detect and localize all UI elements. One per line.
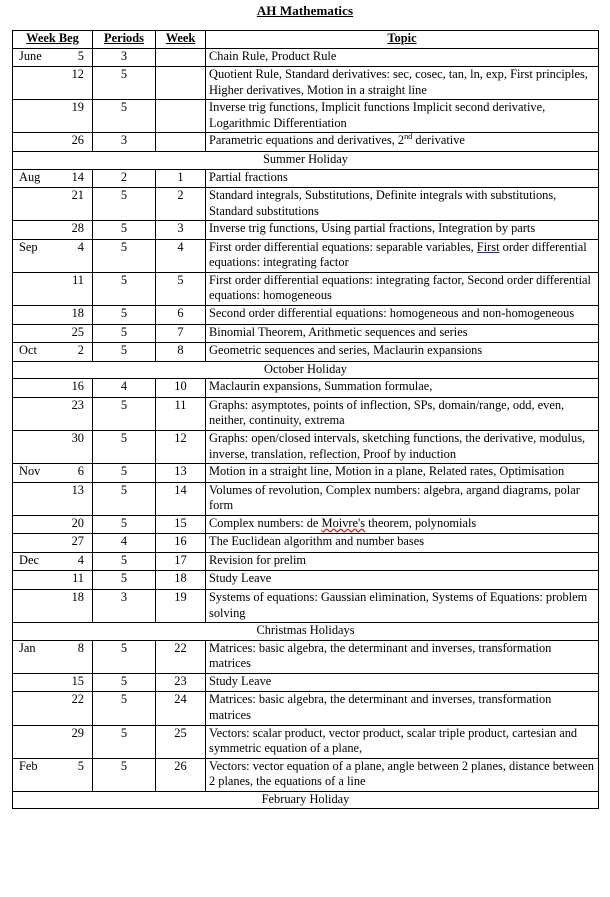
cell-periods: 3: [93, 48, 156, 67]
cell-periods: 5: [93, 515, 156, 534]
cell-week-beg: [13, 482, 93, 515]
cell-topic: Second order differential equations: homogeneous and non-homogeneous: [206, 306, 599, 325]
table-row: [13, 306, 599, 325]
cell-week-beg: [13, 515, 93, 534]
week-beg-inner: [16, 590, 89, 607]
cell-periods: 5: [93, 552, 156, 571]
table-row: [13, 397, 599, 430]
cell-week-number: 18: [156, 571, 206, 590]
cell-week-beg: [13, 169, 93, 188]
holiday-row: [13, 151, 599, 169]
cell-week-number: 16: [156, 534, 206, 553]
week-beg-day: 23: [71, 397, 84, 412]
cell-week-beg: [13, 552, 93, 571]
cell-week-number: 25: [156, 725, 206, 758]
cell-periods: 5: [93, 100, 156, 133]
week-beg-inner: [16, 516, 89, 533]
cell-week-beg: [13, 306, 93, 325]
cell-week-beg: [13, 397, 93, 430]
week-beg-inner: [16, 240, 89, 257]
week-beg-day: 6: [77, 464, 84, 479]
cell-topic: Partial fractions: [206, 169, 599, 188]
week-beg-inner: [16, 398, 89, 415]
cell-topic: Standard integrals, Substitutions, Definite integrals with substitutions, Standard substitutions: [206, 188, 599, 221]
table-row: [13, 464, 599, 483]
cell-week-number: 17: [156, 552, 206, 571]
cell-topic: Graphs: open/closed intervals, sketching functions, the derivative, modulus, inverse, translation, reflection, Proof by induction: [206, 430, 599, 463]
week-beg-inner: [16, 692, 89, 709]
cell-week-beg: [13, 692, 93, 725]
table-row: [13, 758, 599, 791]
table-row: [13, 430, 599, 463]
week-beg-day: 16: [71, 379, 84, 394]
table-row: [13, 590, 599, 623]
table-row: [13, 133, 599, 152]
week-beg-month: June: [19, 48, 42, 63]
cell-periods: 5: [93, 306, 156, 325]
cell-week-beg: [13, 324, 93, 343]
cell-week-number: 19: [156, 590, 206, 623]
holiday-row: [13, 791, 599, 809]
week-beg-month: Aug: [19, 169, 41, 184]
cell-periods: 5: [93, 673, 156, 692]
cell-topic: Graphs: asymptotes, points of inflection, SPs, domain/range, odd, even, neither, continuity, extrema: [206, 397, 599, 430]
week-beg-inner: [16, 100, 89, 117]
week-beg-inner: [16, 641, 89, 658]
cell-week-beg: [13, 188, 93, 221]
cell-week-beg: [13, 673, 93, 692]
week-beg-day: 14: [71, 169, 84, 184]
week-beg-inner: [16, 431, 89, 448]
holiday-row: [13, 623, 599, 641]
table-row: [13, 534, 599, 553]
week-beg-inner: [16, 343, 89, 360]
cell-periods: 5: [93, 239, 156, 272]
cell-week-number: 10: [156, 379, 206, 398]
week-beg-day: 20: [71, 515, 84, 530]
cell-week-beg: [13, 725, 93, 758]
cell-week-beg: [13, 100, 93, 133]
cell-periods: 5: [93, 188, 156, 221]
cell-topic: Vectors: scalar product, vector product, scalar triple product, cartesian and symmetric equation of a plane,: [206, 725, 599, 758]
table-row: [13, 515, 599, 534]
cell-topic: First order differential equations: separable variables, First order differential equations: integrating factor: [206, 239, 599, 272]
table-row: [13, 482, 599, 515]
cell-periods: 5: [93, 725, 156, 758]
table-row: [13, 379, 599, 398]
week-beg-inner: [16, 674, 89, 691]
week-beg-day: 29: [71, 725, 84, 740]
week-beg-month: Nov: [19, 464, 41, 479]
holiday-label: Summer Holiday: [13, 151, 599, 169]
week-beg-inner: [16, 306, 89, 323]
week-beg-inner: [16, 759, 89, 776]
table-row: [13, 100, 599, 133]
week-beg-inner: [16, 379, 89, 396]
cell-week-beg: [13, 534, 93, 553]
cell-week-number: 24: [156, 692, 206, 725]
page-title: AH Mathematics: [256, 3, 354, 18]
cell-periods: 3: [93, 133, 156, 152]
cell-periods: 5: [93, 67, 156, 100]
week-beg-day: 19: [71, 100, 84, 115]
week-beg-day: 18: [71, 306, 84, 320]
schedule-table-container: [0, 30, 610, 809]
week-beg-inner: [16, 67, 89, 84]
cell-topic: Systems of equations: Gaussian elimination, Systems of Equations: problem solving: [206, 590, 599, 623]
cell-week-beg: [13, 239, 93, 272]
cell-periods: 4: [93, 379, 156, 398]
week-beg-day: 13: [71, 482, 84, 497]
table-row: [13, 324, 599, 343]
cell-topic: Maclaurin expansions, Summation formulae,: [206, 379, 599, 398]
table-row: [13, 692, 599, 725]
cell-topic: Geometric sequences and series, Maclaurin expansions: [206, 343, 599, 362]
cell-week-beg: [13, 464, 93, 483]
cell-topic: Motion in a straight line, Motion in a plane, Related rates, Optimisation: [206, 464, 599, 483]
week-beg-day: 8: [77, 640, 84, 655]
table-row: [13, 221, 599, 240]
table-row: [13, 67, 599, 100]
week-beg-inner: [16, 534, 89, 551]
table-header: [13, 31, 599, 49]
table-row: [13, 725, 599, 758]
course-schedule-table: [12, 30, 599, 809]
week-beg-inner: [16, 553, 89, 570]
table-row: [13, 188, 599, 221]
table-row: [13, 343, 599, 362]
week-beg-day: 2: [77, 343, 84, 358]
week-beg-month: Sep: [19, 239, 38, 254]
cell-topic: Parametric equations and derivatives, 2nd derivative: [206, 133, 599, 152]
week-beg-day: 22: [71, 692, 84, 707]
cell-topic: Vectors: vector equation of a plane, angle between 2 planes, distance between 2 planes, the equations of a line: [206, 758, 599, 791]
cell-topic: Matrices: basic algebra, the determinant and inverses, transformation matrices: [206, 640, 599, 673]
column-header-periods: [93, 31, 156, 49]
cell-topic: Binomial Theorem, Arithmetic sequences and series: [206, 324, 599, 343]
week-beg-day: 28: [71, 221, 84, 236]
cell-week-number: 3: [156, 221, 206, 240]
column-header-topic: [206, 31, 599, 49]
cell-periods: 5: [93, 464, 156, 483]
cell-week-number: 12: [156, 430, 206, 463]
cell-topic: Matrices: basic algebra, the determinant and inverses, transformation matrices: [206, 692, 599, 725]
cell-periods: 4: [93, 534, 156, 553]
week-beg-inner: [16, 273, 89, 290]
cell-week-beg: [13, 272, 93, 305]
cell-week-number: 1: [156, 169, 206, 188]
table-header-row: [13, 31, 599, 49]
cell-week-number: 5: [156, 272, 206, 305]
cell-topic: Complex numbers: de Moivre's theorem, polynomials: [206, 515, 599, 534]
week-beg-day: 27: [71, 534, 84, 549]
week-beg-month: Feb: [19, 758, 38, 773]
cell-week-number: [156, 133, 206, 152]
cell-week-number: [156, 48, 206, 67]
week-beg-day: 5: [77, 48, 84, 63]
holiday-label: October Holiday: [13, 361, 599, 379]
cell-topic: Quotient Rule, Standard derivatives: sec, cosec, tan, ln, exp, First principles, Higher derivatives, Motion in a straight line: [206, 67, 599, 100]
cell-topic: Revision for prelim: [206, 552, 599, 571]
week-beg-day: 26: [71, 133, 84, 148]
week-beg-day: 11: [72, 272, 84, 287]
cell-week-number: 11: [156, 397, 206, 430]
cell-week-beg: [13, 571, 93, 590]
week-beg-month: Oct: [19, 343, 37, 358]
table-body: [13, 48, 599, 809]
week-beg-day: 4: [77, 239, 84, 254]
cell-periods: 5: [93, 692, 156, 725]
cell-topic: Study Leave: [206, 571, 599, 590]
cell-topic: The Euclidean algorithm and number bases: [206, 534, 599, 553]
cell-week-beg: [13, 343, 93, 362]
column-header-periods-label: Periods: [104, 31, 144, 45]
table-row: [13, 48, 599, 67]
cell-topic: Study Leave: [206, 673, 599, 692]
week-beg-day: 12: [71, 67, 84, 82]
week-beg-inner: [16, 188, 89, 205]
cell-week-number: 15: [156, 515, 206, 534]
week-beg-inner: [16, 483, 89, 500]
cell-periods: 5: [93, 482, 156, 515]
cell-periods: 3: [93, 590, 156, 623]
week-beg-inner: [16, 221, 89, 238]
column-header-week-label: Week: [165, 31, 196, 45]
cell-topic: Inverse trig functions, Implicit functions Implicit second derivative, Logarithmic Differentiation: [206, 100, 599, 133]
cell-periods: 2: [93, 169, 156, 188]
cell-topic: Volumes of revolution, Complex numbers: algebra, argand diagrams, polar form: [206, 482, 599, 515]
cell-week-number: [156, 100, 206, 133]
week-beg-day: 15: [71, 673, 84, 688]
week-beg-inner: [16, 133, 89, 150]
cell-week-number: [156, 67, 206, 100]
week-beg-inner: [16, 49, 89, 66]
cell-week-number: 2: [156, 188, 206, 221]
cell-week-beg: [13, 590, 93, 623]
week-beg-inner: [16, 170, 89, 187]
cell-week-beg: [13, 430, 93, 463]
cell-periods: 5: [93, 640, 156, 673]
table-row: [13, 169, 599, 188]
week-beg-inner: [16, 464, 89, 481]
table-row: [13, 673, 599, 692]
cell-periods: 5: [93, 430, 156, 463]
week-beg-day: 11: [72, 571, 84, 586]
cell-periods: 5: [93, 343, 156, 362]
table-row: [13, 640, 599, 673]
cell-week-beg: [13, 48, 93, 67]
week-beg-month: Dec: [19, 552, 39, 567]
cell-periods: 5: [93, 221, 156, 240]
cell-week-beg: [13, 640, 93, 673]
cell-week-number: 14: [156, 482, 206, 515]
cell-periods: 5: [93, 324, 156, 343]
week-beg-inner: [16, 325, 89, 342]
cell-week-number: 13: [156, 464, 206, 483]
cell-week-number: 8: [156, 343, 206, 362]
week-beg-day: 25: [71, 324, 84, 339]
cell-periods: 5: [93, 571, 156, 590]
week-beg-day: 4: [77, 552, 84, 567]
table-row: [13, 239, 599, 272]
cell-topic: First order differential equations: integrating factor, Second order differential equations: homogeneous: [206, 272, 599, 305]
table-row: [13, 272, 599, 305]
holiday-label: February Holiday: [13, 791, 599, 809]
week-beg-day: 18: [71, 590, 84, 604]
cell-week-number: 26: [156, 758, 206, 791]
cell-week-beg: [13, 67, 93, 100]
week-beg-inner: [16, 571, 89, 588]
cell-week-number: 22: [156, 640, 206, 673]
week-beg-inner: [16, 726, 89, 743]
cell-week-beg: [13, 221, 93, 240]
week-beg-day: 30: [71, 430, 84, 445]
week-beg-day: 5: [77, 758, 84, 773]
cell-week-beg: [13, 379, 93, 398]
week-beg-month: Jan: [19, 640, 36, 655]
cell-periods: 5: [93, 272, 156, 305]
cell-week-number: 7: [156, 324, 206, 343]
cell-topic: Inverse trig functions, Using partial fractions, Integration by parts: [206, 221, 599, 240]
column-header-week: [156, 31, 206, 49]
cell-periods: 5: [93, 397, 156, 430]
table-row: [13, 552, 599, 571]
week-beg-day: 21: [71, 188, 84, 203]
column-header-topic-label: Topic: [387, 31, 417, 45]
cell-week-beg: [13, 758, 93, 791]
cell-week-number: 6: [156, 306, 206, 325]
column-header-week-beg-label: Week Beg: [26, 31, 79, 45]
column-header-week-beg: [13, 31, 93, 49]
cell-periods: 5: [93, 758, 156, 791]
cell-week-beg: [13, 133, 93, 152]
cell-week-number: 4: [156, 239, 206, 272]
holiday-row: [13, 361, 599, 379]
cell-topic: Chain Rule, Product Rule: [206, 48, 599, 67]
cell-week-number: 23: [156, 673, 206, 692]
table-row: [13, 571, 599, 590]
holiday-label: Christmas Holidays: [13, 623, 599, 641]
